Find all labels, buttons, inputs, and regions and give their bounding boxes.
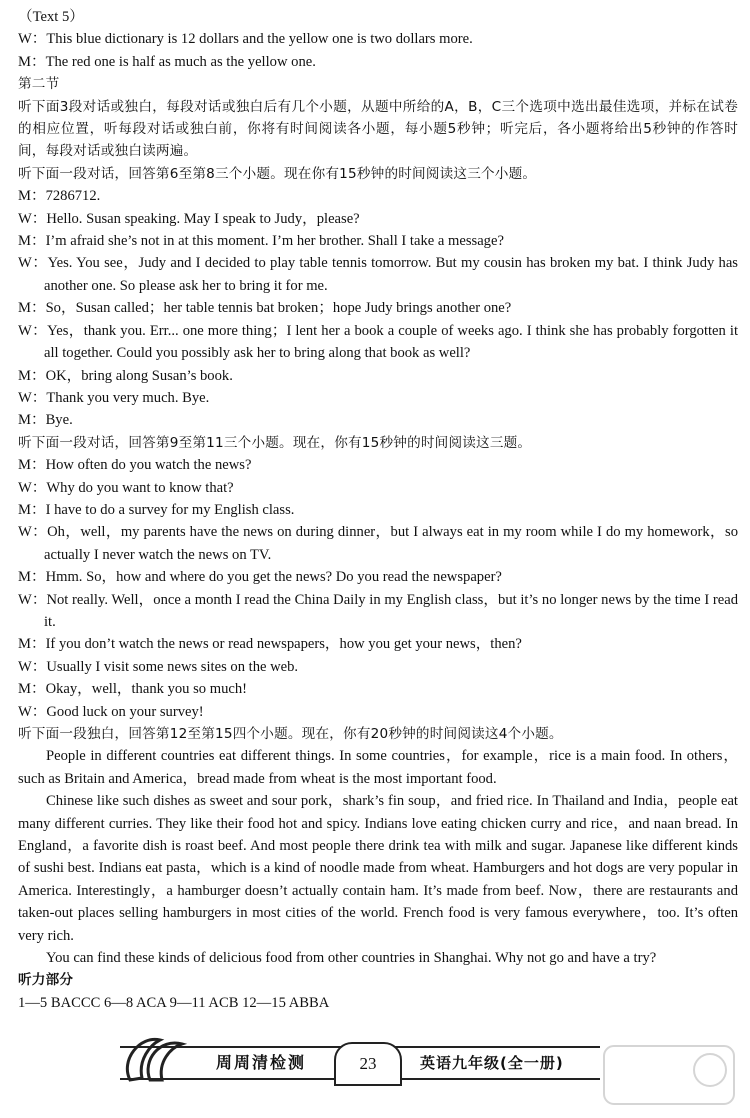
text-line: 听下面一段对话，回答第9至第11三个小题。现在，你有15秒钟的时间阅读这三题。 [18, 434, 532, 451]
text-line: M：Bye. [18, 412, 73, 429]
page-footer [120, 1046, 600, 1080]
text-line: 第二节 [18, 76, 60, 93]
text-line: M：7286712. [18, 188, 101, 205]
text-line: W：Oh，well，my parents have the news on during dinner，but I always eat in my room while I do my homework，so actually I never watch the news on TV. [18, 524, 738, 563]
text-line: Chinese like such dishes as sweet and sour pork，shark’s fin soup，and fried rice. In Thailand and India，people eat many different curries. They like their food hot and spicy. Indians love eating chicken curry and rice，and naan bread. In England，a favorite dish is roast beef. And most people there drink tea with milk and sugar. Japanese like different kinds of sushi best. Indians eat pasta，which is a kind of noodle made from wheat. Hamburgers and hot dogs are very popular in America. Interestingly，a hamburger doesn’t actually contain ham. It’s made from beef. Now，there are restaurants and taken-out places selling hamburgers in most cities of the world. French food is very famous everywhere，too. It’s often very rich. [18, 793, 738, 944]
text-line: W：Yes，thank you. Err... one more thing；I lent her a book a couple of weeks ago. I think she has probably forgotten it all together. Could you possibly ask her to bring along that book as well? [18, 322, 738, 362]
text-line: 听下面一段对话，回答第6至第8三个小题。现在你有15秒钟的时间阅读这三个小题。 [18, 165, 537, 182]
text-line: W：Hello. Susan speaking. May I speak to Judy，please? [18, 210, 360, 227]
text-line: M：Okay，well，thank you so much! [18, 681, 248, 698]
text-line: M：I’m afraid she’s not in at this moment. I’m her brother. Shall I take a message? [18, 233, 504, 250]
footer-subject-title: 英语九年级(全一册) [420, 1054, 564, 1072]
text-line: W：Usually I visit some news sites on the web. [18, 658, 299, 675]
text-line: 听力部分 [18, 972, 74, 989]
text-line: People in different countries eat different things. In some countries，for example，rice is a main food. In others，such as Britain and America，bread made from wheat is the most important food. [18, 748, 738, 787]
text-line: 1—5 BACCC 6—8 ACA 9—11 ACB 12—15 ABBA [18, 994, 330, 1011]
text-line: W：Not really. Well，once a month I read the China Daily in my English class，but it’s no longer news by the time I read it. [18, 591, 738, 630]
text-line: 听下面一段独白，回答第12至第15四个小题。现在，你有20秒钟的时间阅读这4个小题。 [18, 726, 563, 742]
text-line: W：Thank you very much. Bye. [18, 389, 210, 406]
text-line: M：OK，bring along Susan’s book. [18, 367, 233, 384]
text-line: W：This blue dictionary is 12 dollars and the yellow one is two dollars more. [18, 31, 473, 48]
text-line: W：Good luck on your survey! [18, 703, 204, 720]
text-line: 听下面3段对话或独白，每段对话或独白后有几个小题，从题中所给的A，B，C三个选项中选出最佳选项，并标在试卷的相应位置，听每段对话或独白前，你将有时间阅读各小题，每小题5秒钟；听完后，各小题将给出5秒钟的作答时间，每段对话或独白读两遍。 [18, 98, 738, 160]
text-line: M：Hmm. So，how and where do you get the news? Do you read the newspaper? [18, 569, 502, 586]
text-line: （Text 5） [18, 9, 84, 25]
text-line: M：If you don’t watch the news or read newspapers，how you get your news，then? [18, 636, 522, 653]
text-line: M：I have to do a survey for my English class. [18, 501, 295, 518]
document-body [18, 6, 738, 1014]
watermark-logo-icon [600, 1040, 740, 1110]
text-line: M：The red one is half as much as the yellow one. [18, 53, 316, 70]
text-line: M：So，Susan called；her table tennis bat broken；hope Judy brings another one? [18, 300, 512, 317]
text-line: W：Why do you want to know that? [18, 479, 234, 496]
text-line: W：Yes. You see，Judy and I decided to play table tennis tomorrow. But my cousin has broken my bat. I think Judy has another one. So please ask her to bring it for me. [18, 255, 738, 294]
text-line: You can find these kinds of delicious food from other countries in Shanghai. Why not go and have a try? [46, 950, 657, 967]
text-line: M：How often do you watch the news? [18, 457, 252, 474]
footer-series-title: 周周清检测 [216, 1053, 307, 1072]
page-number: 23 [334, 1042, 402, 1086]
